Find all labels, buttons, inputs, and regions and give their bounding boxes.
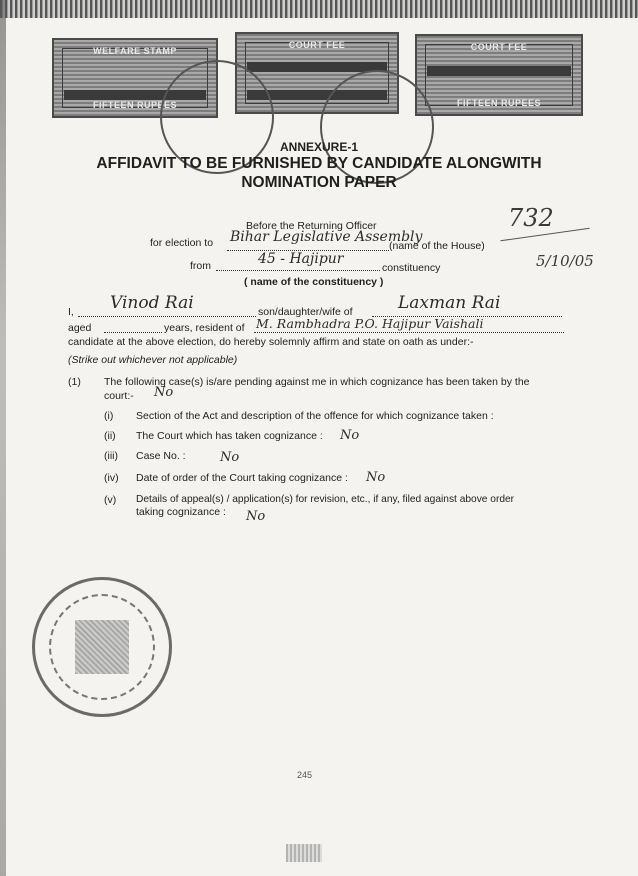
sub-item-text: Date of order of the Court taking cognizance : bbox=[136, 472, 348, 484]
house-value: Bihar Legislative Assembly bbox=[230, 229, 423, 245]
sub-item-text: Case No. : bbox=[136, 450, 186, 462]
oath-text: candidate at the above election, do hereby solemnly affirm and state on oath as under:- bbox=[68, 336, 474, 348]
sub-item-number: (i) bbox=[104, 410, 114, 422]
margin-note-number: 732 bbox=[508, 204, 554, 232]
sub-item-text: The Court which has taken cognizance : bbox=[136, 430, 323, 442]
name-of-constituency-label: ( name of the constituency ) bbox=[244, 276, 384, 288]
page-number: 245 bbox=[297, 770, 313, 780]
stamp-top-text: WELFARE STAMP bbox=[93, 46, 177, 56]
residence-value: M. Rambhadra P.O. Hajipur Vaishali bbox=[256, 316, 484, 331]
years-resident-label: years, resident of bbox=[164, 322, 245, 334]
scan-edge-top bbox=[0, 0, 638, 18]
sub-item-text: Details of appeal(s) / application(s) for revision, etc., if any, filed against above order bbox=[136, 494, 515, 505]
candidate-name-line bbox=[78, 316, 256, 317]
strike-note: (Strike out whichever not applicable) bbox=[68, 354, 238, 366]
candidate-name: Vinod Rai bbox=[110, 293, 194, 313]
scan-edge-left bbox=[0, 0, 6, 876]
sub-item-number: (v) bbox=[104, 494, 117, 506]
constituency-line bbox=[216, 270, 380, 271]
item-number: (1) bbox=[68, 376, 81, 388]
before-returning-officer: Before the Returning Officer bbox=[246, 220, 377, 232]
sub-item-answer: No bbox=[366, 470, 386, 485]
item-text: The following case(s) is/are pending against me in which cognizance has been taken by the bbox=[104, 376, 530, 388]
court-fee-stamp bbox=[415, 34, 583, 116]
relation-label: son/daughter/wife of bbox=[258, 306, 353, 318]
stamp-top-text: COURT FEE bbox=[470, 42, 528, 52]
name-of-house-label: (name of the House) bbox=[389, 240, 485, 252]
aged-label: aged bbox=[68, 322, 92, 334]
constituency-value: 45 - Hajipur bbox=[258, 251, 344, 267]
for-election-label: for election to bbox=[150, 237, 214, 249]
item-text: court:- bbox=[104, 390, 134, 402]
sub-item-text: taking cognizance : bbox=[136, 506, 226, 518]
stamp-bottom-text: FIFTEEN RUPEES bbox=[456, 98, 541, 108]
item-answer: No bbox=[154, 385, 174, 400]
sub-item-number: (iv) bbox=[104, 472, 119, 484]
relation-name: Laxman Rai bbox=[398, 293, 501, 313]
document-title-line2: NOMINATION PAPER bbox=[241, 174, 397, 191]
margin-note-date: 5/10/05 bbox=[536, 252, 594, 270]
stamp-bottom-text: FIFTEEN RUPEES bbox=[92, 100, 177, 110]
sub-item-text: Section of the Act and description of the offence for which cognizance taken : bbox=[136, 410, 494, 422]
residence-line bbox=[254, 332, 564, 333]
i-label: I, bbox=[68, 306, 74, 318]
sub-item-number: (ii) bbox=[104, 430, 116, 442]
sub-item-answer: No bbox=[340, 428, 360, 443]
sub-item-number: (iii) bbox=[104, 450, 118, 462]
document-title-line1: AFFIDAVIT TO BE FURNISHED BY CANDIDATE ALONGWITH bbox=[96, 155, 542, 172]
sub-item-answer: No bbox=[220, 450, 240, 465]
annexure-label: ANNEXURE-1 bbox=[279, 140, 358, 154]
sub-item-answer: No bbox=[246, 509, 266, 524]
constituency-label: constituency bbox=[382, 262, 441, 274]
aged-line bbox=[104, 332, 162, 333]
notary-seal bbox=[32, 577, 172, 717]
from-label: from bbox=[190, 260, 211, 272]
bottom-scan-smudge bbox=[286, 844, 322, 862]
stamp-top-text: COURT FEE bbox=[288, 40, 346, 50]
